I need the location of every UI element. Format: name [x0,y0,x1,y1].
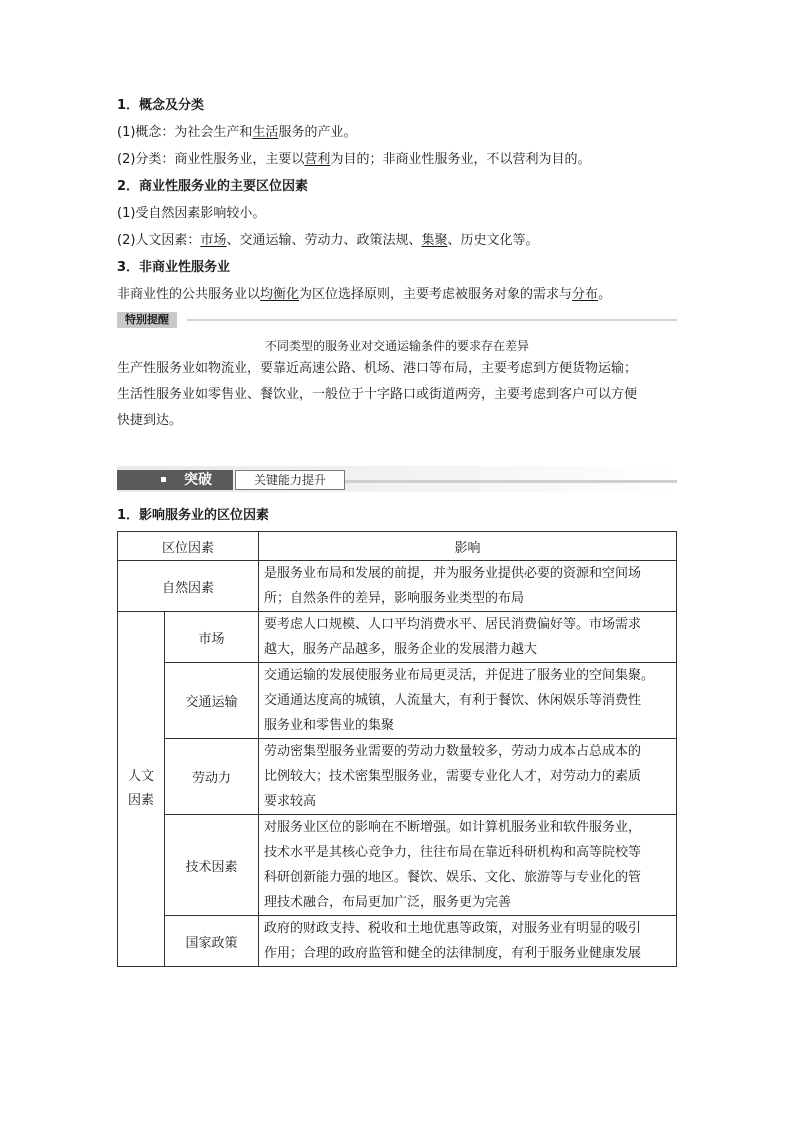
impact-line: 交通运输的发展使服务业布局更灵活，并促进了服务业的空间集聚。 [264,668,655,683]
impact-line: 服务业和零售业的集聚 [264,718,395,733]
tip-label: 特别提醒 [117,312,177,328]
document-page [117,92,677,967]
classify-text: (2)分类：商业性服务业，主要以 [117,152,305,167]
transport-impact-cell [259,663,677,739]
impact-line: 要考虑人口规模、人口平均消费水平、居民消费偏好等。市场需求 [264,617,642,632]
noncommercial-underline-distribution: 分布 [572,287,599,302]
human-text: (2)人文因素： [117,233,201,248]
impact-line: 政府的财政支持、税收和土地优惠等政策，对服务业有明显的吸引 [264,921,642,936]
factor-technology-cell: 技术因素 [165,815,259,916]
table-header-row [118,532,677,561]
impact-line: 比例较大；技术密集型服务业，需要专业化人才，对劳动力的素质 [264,769,642,784]
table-row [118,916,677,967]
impact-line: 技术水平是其核心竞争力，往往布局在靠近科研机构和高等院校等 [264,845,642,860]
table-row [118,815,677,916]
table-row [118,739,677,815]
noncommercial-text-end: 。 [598,287,612,302]
human-text-end: 、历史文化等。 [447,233,539,248]
factor-market-cell: 市场 [165,612,259,663]
policy-impact-cell [259,916,677,967]
header-impact: 影响 [259,532,677,561]
human-underline-market: 市场 [200,233,227,248]
human-underline-cluster: 集聚 [421,233,448,248]
concept-text: (1)概念：为社会生产和 [117,125,253,140]
table-row [118,663,677,739]
impact-line: 对服务业区位的影响在不断增强。如计算机服务业和软件服务业， [264,820,642,835]
human-factor-line [117,227,677,254]
human-factor-group-cell [118,612,165,967]
natural-factor-line: (1)受自然因素影响较小。 [117,206,266,221]
section-banner [117,458,677,492]
tip-paragraph [117,356,677,434]
impact-line: 是服务业布局和发展的前提，并为服务业提供必要的资源和空间场 [264,566,642,581]
square-bullet-icon [161,477,166,482]
banner-dark-label: 突破 [184,472,212,488]
concept-text-end: 服务的产业。 [278,125,357,140]
impact-line: 所；自然条件的差异，影响服务业类型的布局 [264,591,525,606]
tip-bar [117,312,677,330]
factor-transport-cell: 交通运输 [165,663,259,739]
banner-strip [345,480,677,483]
section3-heading: 3．非商业性服务业 [117,260,231,275]
tip-divider [187,319,677,321]
table-row [118,612,677,663]
impact-line: 要求较高 [264,794,317,809]
table-row [118,561,677,612]
header-factor: 区位因素 [118,532,259,561]
noncommercial-text: 非商业性的公共服务业以 [117,287,261,302]
table-heading: 1．影响服务业的区位因素 [117,508,270,523]
impact-line: 科研创新能力强的地区。餐饮、娱乐、文化、旅游等与专业化的管 [264,870,642,885]
concept-line [117,119,677,146]
banner-light-label: 关键能力提升 [235,470,345,490]
natural-impact-cell [259,561,677,612]
classify-underline: 营利 [304,152,331,167]
tip-line: 快捷到达。 [117,413,183,428]
market-impact-cell [259,612,677,663]
classify-line [117,146,677,173]
tip-line: 生产性服务业如物流业，要靠近高速公路、机场、港口等布局，主要考虑到方便货物运输； [117,361,638,376]
tip-title: 不同类型的服务业对交通运输条件的要求存在差异 [264,339,529,353]
group-label-line: 因素 [127,793,154,808]
noncommercial-line [117,281,677,308]
section1-heading: 1．概念及分类 [117,98,205,113]
natural-factor-cell: 自然因素 [118,561,259,612]
section2-heading: 2．商业性服务业的主要区位因素 [117,179,309,194]
impact-line: 作用；合理的政府监管和健全的法律制度，有利于服务业健康发展 [264,946,642,961]
tip-line: 生活性服务业如零售业、餐饮业，一般位于十字路口或街道两旁，主要考虑到客户可以方便 [117,387,638,402]
group-label-line: 人文 [127,769,154,784]
human-text-mid: 、交通运输、劳动力、政策法规、 [226,233,422,248]
labor-impact-cell [259,739,677,815]
location-factor-table [117,531,677,967]
concept-underline: 生活 [252,125,279,140]
banner-dark-tab [117,470,233,490]
factor-policy-cell: 国家政策 [165,916,259,967]
impact-line: 交通通达度高的城镇，人流量大，有利于餐饮、休闲娱乐等消费性 [264,693,642,708]
noncommercial-text-mid: 为区位选择原则，主要考虑被服务对象的需求与 [299,287,573,302]
impact-line: 越大，服务产品越多，服务企业的发展潜力越大 [264,642,538,657]
impact-line: 理技术融合，布局更加广泛，服务更为完善 [264,895,512,910]
impact-line: 劳动密集型服务业需要的劳动力数量较多，劳动力成本占总成本的 [264,744,642,759]
noncommercial-underline-balance: 均衡化 [260,287,300,302]
factor-labor-cell: 劳动力 [165,739,259,815]
classify-text-end: 为目的；非商业性服务业，不以营利为目的。 [330,152,591,167]
technology-impact-cell [259,815,677,916]
